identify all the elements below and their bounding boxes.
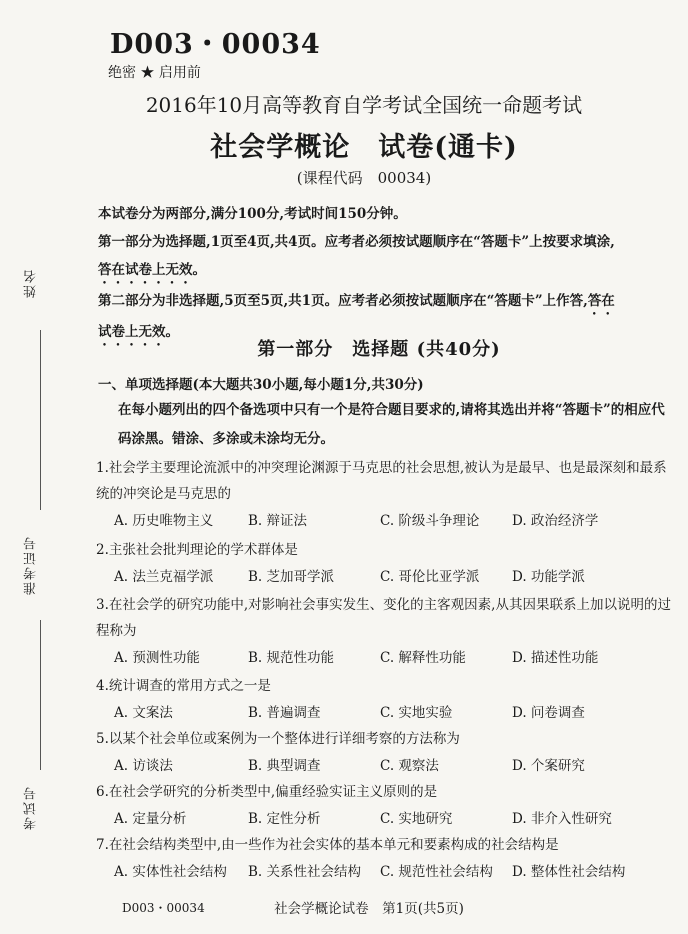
question-stem: 7.在社会结构类型中,由一些作为社会实体的基本单元和要素构成的社会结构是 (96, 837, 559, 853)
side-divider (40, 330, 41, 510)
intro-line-3-dot: 答在 (587, 293, 615, 309)
side-label-room: 考试号 (24, 785, 39, 830)
question-3 (96, 592, 676, 669)
question-6 (96, 779, 676, 830)
option-b: B. 规范性功能 (248, 650, 335, 666)
option-d: D. 整体性社会结构 (512, 864, 626, 880)
footer-page: 社会学概论试卷 第1页(共5页) (274, 901, 464, 917)
side-label-name: 姓名 (24, 268, 39, 298)
intro-line-2-end: 答在试卷上无效。 (98, 262, 206, 278)
footer-code: D003・00034 (122, 901, 205, 915)
part-title: 第一部分 选择题 (共40分) (257, 339, 501, 360)
option-c: C. 阶级斗争理论 (380, 513, 480, 529)
option-b: B. 芝加哥学派 (248, 569, 335, 585)
paper-code: D003・00034 (110, 29, 321, 60)
option-b: B. 辩证法 (248, 513, 308, 529)
option-a: A. 预测性功能 (114, 650, 200, 666)
option-d: D. 问卷调查 (512, 705, 585, 721)
question-2 (96, 537, 676, 588)
question-stem: 5.以某个社会单位或案例为一个整体进行详细考察的方法称为 (96, 731, 460, 747)
intro-line-3: 第二部分为非选择题,5页至5页,共1页。应考者必须按试题顺序在“答题卡”上作答, (98, 293, 588, 309)
question-stem: 6.在社会学研究的分析类型中,偏重经验实证主义原则的是 (96, 784, 438, 800)
question-stem: 3.在社会学的研究功能中,对影响社会事实发生、变化的主客观因素,从其因果联系上加以说明的过程称为 (96, 597, 671, 639)
intro-line-1: 本试卷分为两部分,满分100分,考试时间150分钟。 (98, 206, 407, 222)
section-heading: 一、单项选择题(本大题共30小题,每小题1分,共30分) (98, 377, 424, 393)
question-stem: 2.主张社会批判理论的学术群体是 (96, 542, 298, 558)
option-b: B. 关系性社会结构 (248, 864, 362, 880)
side-label-admission: 准考证号 (24, 535, 39, 595)
section-instruction: 在每小题列出的四个备选项中只有一个是符合题目要求的,请将其选出并将“答题卡”的相应代码涂黑。错涂、多涂或未涂均无分。 (118, 402, 665, 447)
option-a: A. 文案法 (114, 705, 173, 721)
question-4 (96, 673, 676, 724)
option-c: C. 观察法 (380, 758, 439, 774)
option-a: A. 定量分析 (114, 811, 187, 827)
option-d: D. 非介入性研究 (512, 811, 612, 827)
option-d: D. 个案研究 (512, 758, 585, 774)
option-a: A. 实体性社会结构 (114, 864, 227, 880)
option-a: A. 访谈法 (114, 758, 173, 774)
intro-line-3-end: 试卷上无效。 (98, 324, 179, 340)
option-d: D. 描述性功能 (512, 650, 599, 666)
secret-label: 绝密 ★ 启用前 (108, 65, 201, 81)
exam-title: 2016年10月高等教育自学考试全国统一命题考试 (145, 93, 583, 117)
intro (98, 200, 670, 349)
option-d: D. 政治经济学 (512, 513, 599, 529)
option-c: C. 哥伦比亚学派 (380, 569, 480, 585)
question-stem: 4.统计调查的常用方式之一是 (96, 678, 271, 694)
option-c: C. 规范性社会结构 (380, 864, 493, 880)
option-b: B. 典型调查 (248, 758, 321, 774)
question-7 (96, 832, 676, 883)
intro-line-2: 第一部分为选择题,1页至4页,共4页。应考者必须按试题顺序在“答题卡”上按要求填涂, (98, 234, 615, 250)
question-5 (96, 726, 676, 777)
paper-title: 社会学概论 试卷(通卡) (210, 132, 518, 163)
course-code: (课程代码 00034) (296, 169, 432, 187)
option-d: D. 功能学派 (512, 569, 585, 585)
option-c: C. 实地研究 (380, 811, 453, 827)
question-stem: 1.社会学主要理论流派中的冲突理论渊源于马克思的社会思想,被认为是最早、也是最深刻和最系统的冲突论是马克思的 (96, 460, 667, 502)
side-divider (40, 620, 41, 770)
option-b: B. 定性分析 (248, 811, 321, 827)
option-b: B. 普遍调查 (248, 705, 321, 721)
option-a: A. 法兰克福学派 (114, 569, 214, 585)
option-c: C. 解释性功能 (380, 650, 466, 666)
option-a: A. 历史唯物主义 (114, 513, 214, 529)
question-1 (96, 455, 676, 532)
option-c: C. 实地实验 (380, 705, 453, 721)
